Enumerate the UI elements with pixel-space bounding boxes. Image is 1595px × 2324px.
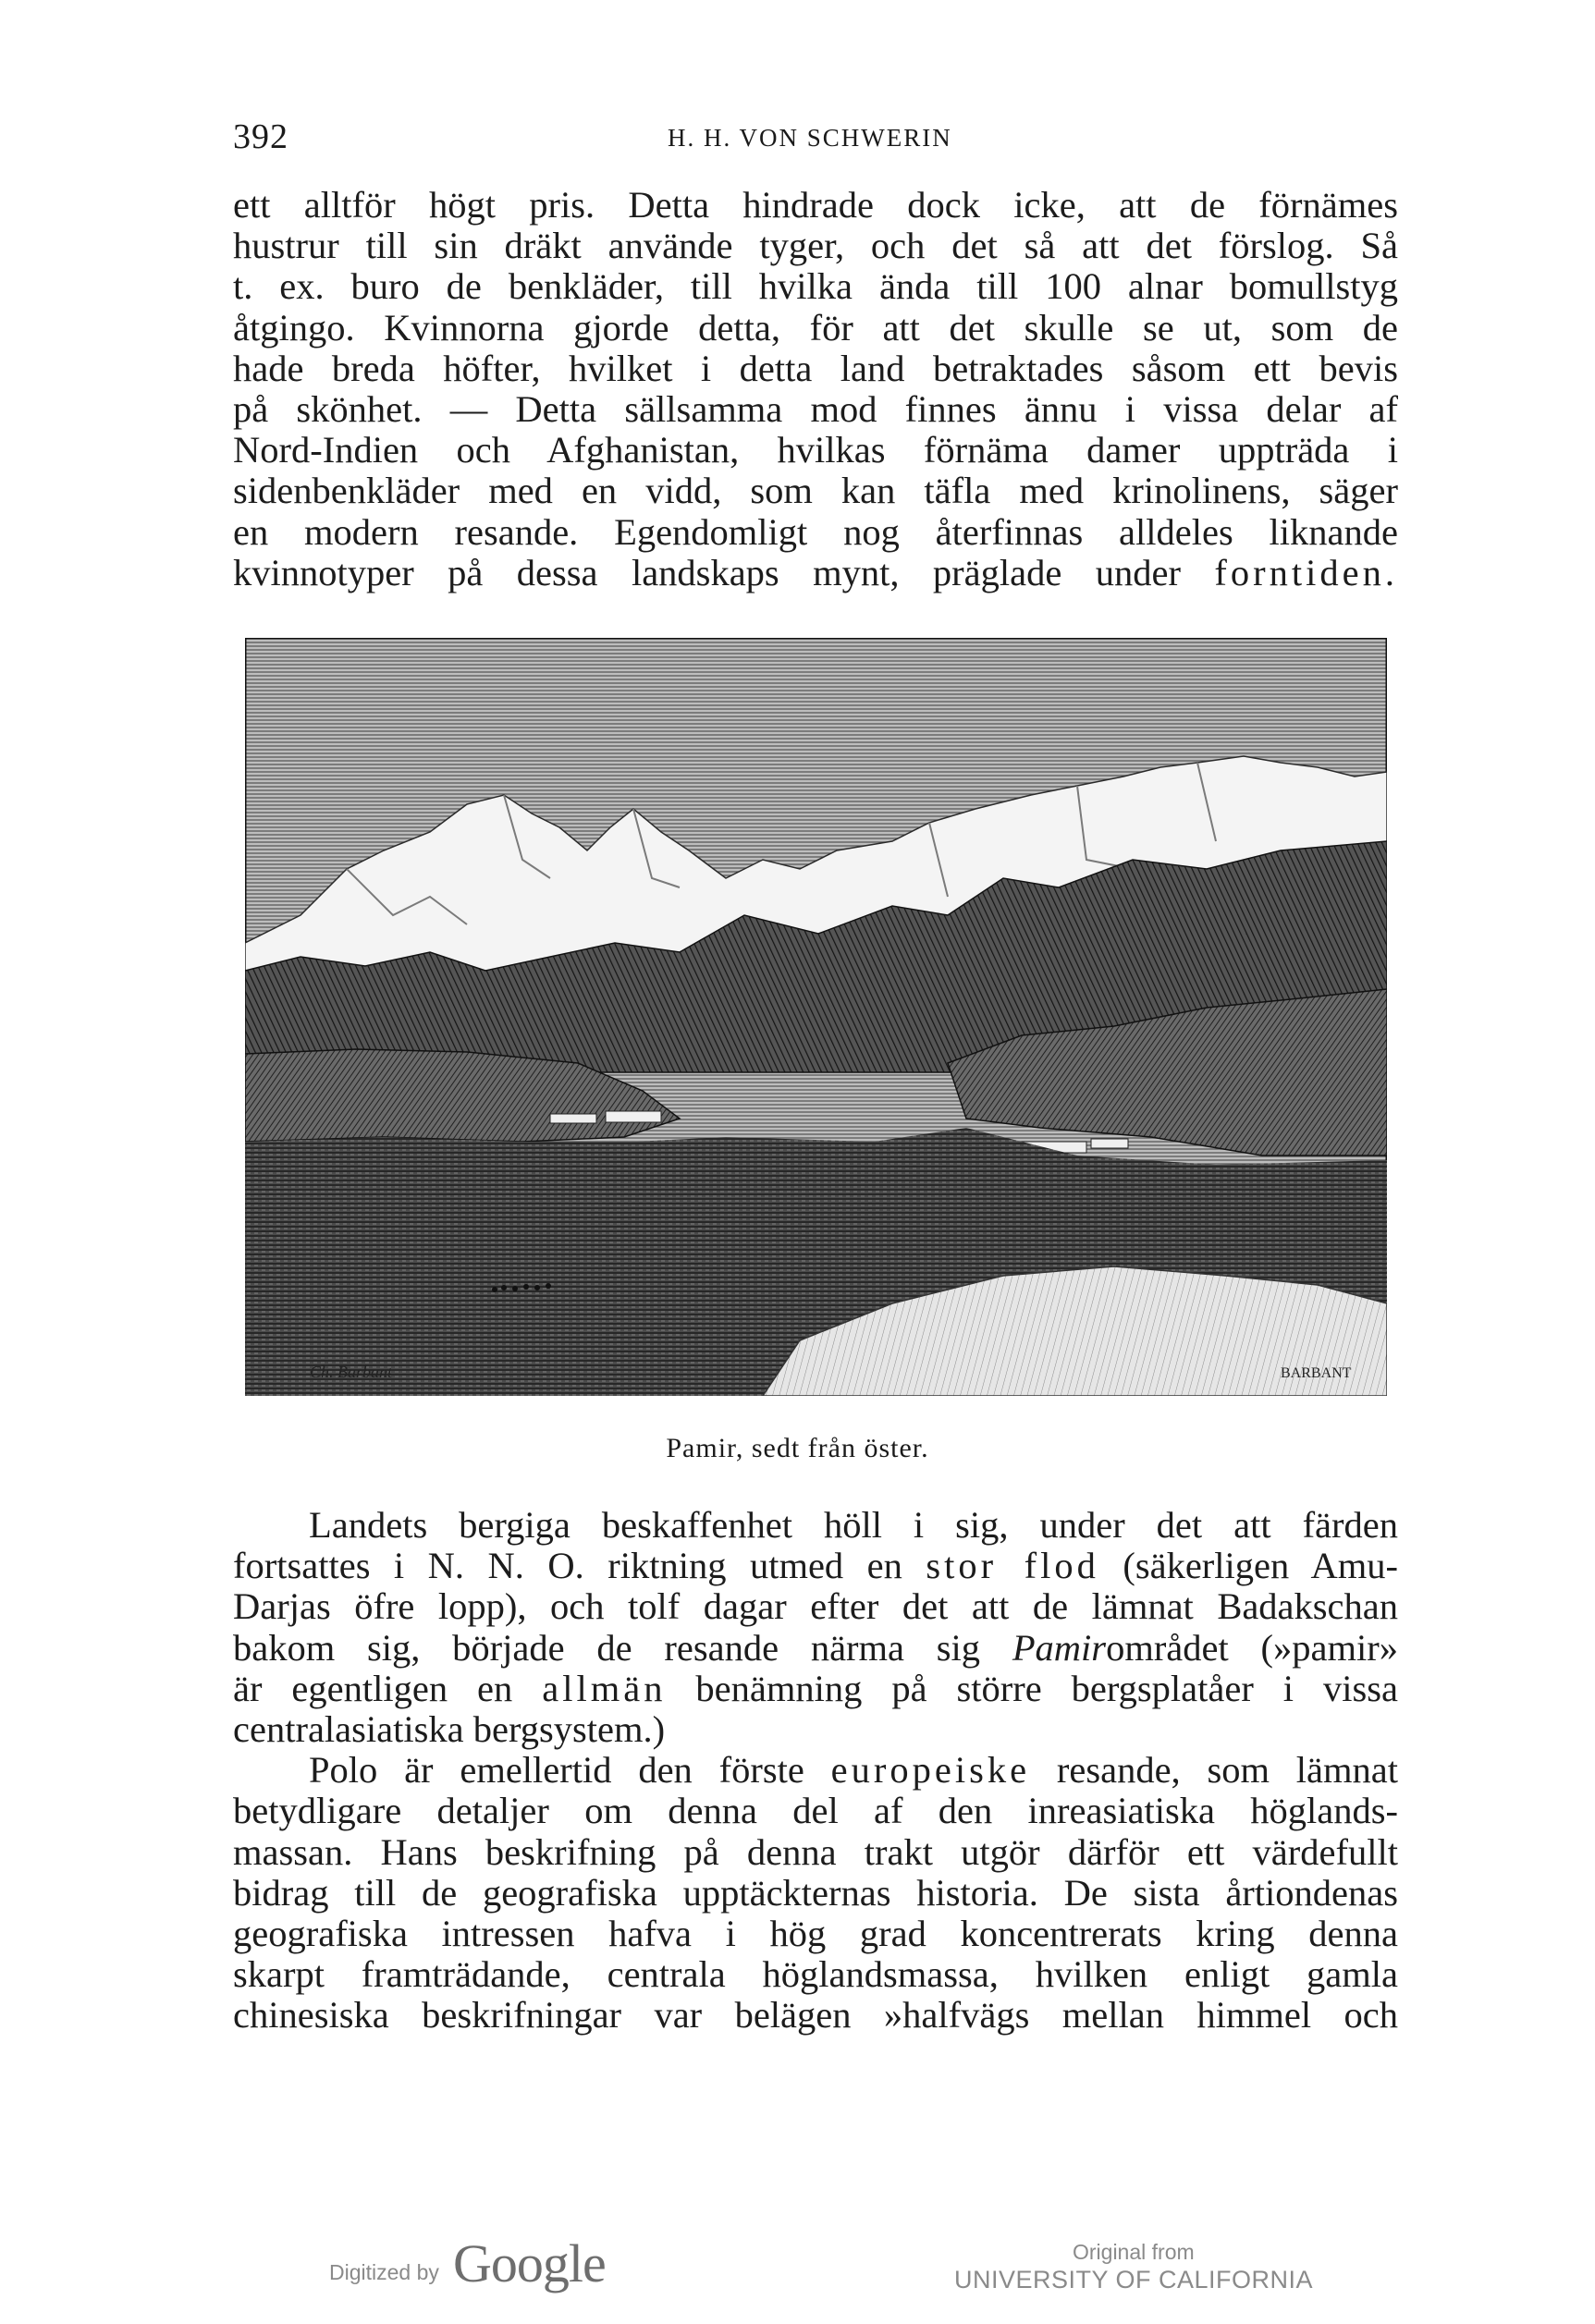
original-from-label: Original from: [1073, 2240, 1195, 2264]
text-line: ett alltför högt pris. Detta hindrade dock icke, att de förnämes: [233, 184, 1398, 226]
text-fragment: (säkerligen Amu-: [1098, 1545, 1399, 1587]
digitization-watermark: [0, 2214, 1595, 2293]
text-line: på skönhet. — Detta sällsamma mod finnes ännu i vissa delar af: [233, 387, 1398, 430]
artist-signature: Ch. Barbant: [310, 1363, 393, 1381]
text-line: skarpt framträdande, centrala höglandsmassa, hvilken enligt gamla: [233, 1953, 1398, 1996]
text-fragment: benämning på större bergsplatåer i vissa: [666, 1667, 1399, 1709]
text-fragment: resande, som lämnat: [1030, 1749, 1398, 1792]
text-line: [233, 1750, 1398, 1791]
google-logo: Google: [453, 2233, 606, 2293]
page-number: 392: [233, 117, 288, 156]
text-line: sidenbenkläder med en vidd, som kan täfla med krinolinens, säger: [233, 470, 1398, 512]
text-line: åtgingo. Kvinnorna gjorde detta, för att det skulle se ut, som de: [233, 306, 1398, 349]
spaced-emphasis: allmän: [542, 1667, 667, 1709]
text-line: Nord-Indien och Afghanistan, hvilkas förnäma damer uppträda i: [233, 429, 1398, 471]
spaced-emphasis: forntiden.: [1214, 551, 1398, 593]
text-line: [233, 553, 1398, 593]
text-line: en modern resande. Egendomligt nog återfinnas alldeles liknande: [233, 510, 1398, 553]
text-line: bidrag till de geografiska upptäckternas historia. De sista årtiondenas: [233, 1871, 1398, 1914]
paragraph-2: [233, 1505, 1398, 2036]
digitized-by-label: Digitized by: [329, 2260, 439, 2284]
text-fragment: är egentligen en: [233, 1667, 543, 1709]
text-fragment: Polo är emellertid den förste: [309, 1749, 831, 1792]
spaced-emphasis: stor flod: [926, 1545, 1099, 1587]
text-line: hade breda höfter, hvilket i detta land betraktades såsom ett bevis: [233, 347, 1398, 389]
running-head: [233, 116, 1398, 163]
paragraph-1: [233, 185, 1398, 593]
text-line: Darjas öfre lopp), och tolf dagar efter det att de lämnat Badakschan: [233, 1585, 1398, 1628]
text-fragment: fortsattes i N. N. O. riktning utmed en: [233, 1545, 926, 1587]
spaced-emphasis: europeiske: [830, 1749, 1031, 1792]
italic-emphasis: Pamir: [1012, 1626, 1107, 1669]
text-line: Landets bergiga beskaffenhet höll i sig, under det att färden: [309, 1504, 1398, 1546]
text-line: chinesiska beskrifningar var belägen »halfvägs mellan himmel och: [233, 1994, 1398, 2037]
text-line: [233, 1546, 1398, 1586]
text-line: centralasiatiska bergsystem.): [233, 1707, 666, 1750]
text-line: [233, 1628, 1398, 1669]
text-line: [233, 1669, 1398, 1709]
figure-caption: Pamir, sedt från öster.: [666, 1433, 929, 1463]
text-line: betydligare detaljer om denna del af den inreasiatiska höglands-: [233, 1790, 1398, 1832]
text-line: geografiska intressen hafva i hög grad koncentrerats kring denna: [233, 1912, 1398, 1954]
text-line: t. ex. buro de benkläder, till hvilka ända till 100 alnar bomullstyg: [233, 265, 1398, 308]
text-fragment: området (»pamir»: [1106, 1626, 1398, 1669]
text-line: hustrur till sin dräkt använde tyger, och det så att det förslog. Så: [233, 225, 1398, 267]
running-title: H. H. VON SCHWERIN: [668, 124, 952, 152]
engraving-pamir: [245, 638, 1387, 1396]
university-label: UNIVERSITY OF CALIFORNIA: [954, 2266, 1314, 2293]
text-line: massan. Hans beskrifning på denna trakt utgör därför ett värdefullt: [233, 1830, 1398, 1873]
engraver-signature: BARBANT: [1281, 1365, 1352, 1381]
text-fragment: bakom sig, började de resande närma sig: [233, 1626, 1012, 1669]
text-fragment: kvinnotyper på dessa landskaps mynt, präglade under: [233, 551, 1215, 593]
